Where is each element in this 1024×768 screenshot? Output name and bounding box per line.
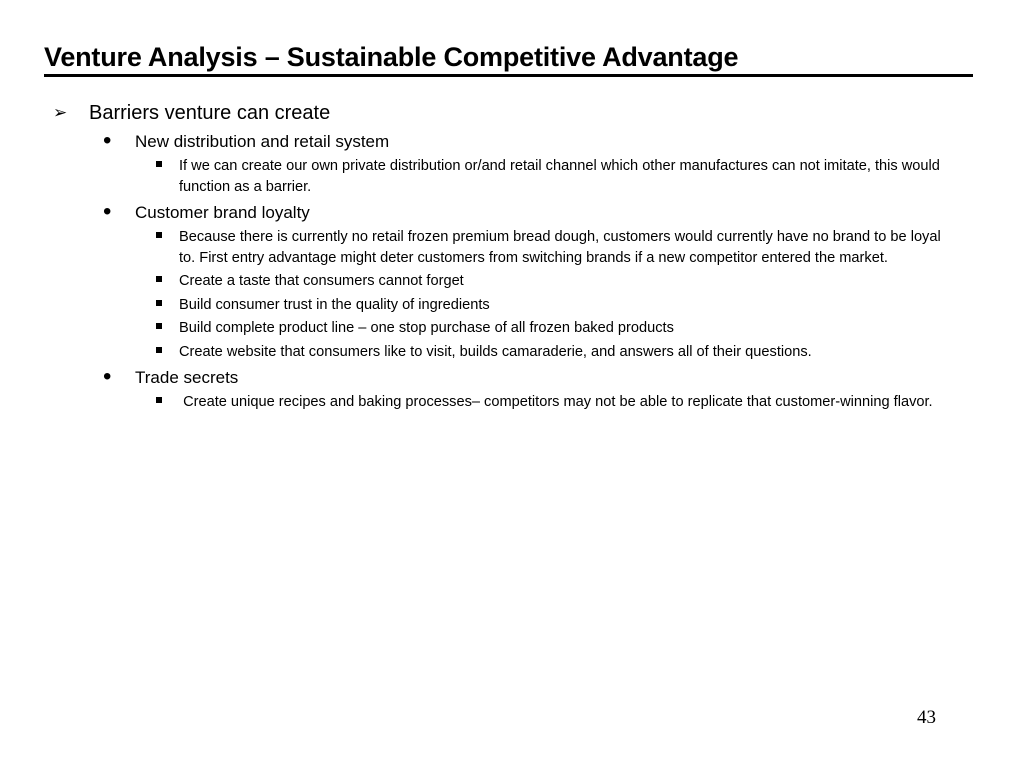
square-bullet-icon [156,347,162,353]
bullet-level-2 [0,127,1024,154]
bullet-level-3 [0,342,1024,363]
slide-body [0,98,1024,413]
dot-bullet-icon: • [103,127,112,154]
bullet-text: Because there is currently no retail frozen premium bread dough, customers would currently have no brand to be loyal to. First entry advantage might deter customers from switching brands if a new competitor entered the market. [179,229,941,266]
page-number: 43 [917,707,936,728]
bullet-text: Create unique recipes and baking processes– competitors may not be able to replicate that customer-winning flavor. [179,394,933,410]
bullet-heading: Customer brand loyalty [135,203,310,222]
square-bullet-icon [156,232,162,238]
square-bullet-icon [156,323,162,329]
square-bullet-icon [156,300,162,306]
bullet-text: Barriers venture can create [89,102,331,124]
bullet-level-3 [0,318,1024,339]
slide-title: Venture Analysis – Sustainable Competitive Advantage [44,42,739,72]
bullet-level-3 [0,156,1024,197]
bullet-text: Create website that consumers like to visit, builds camaraderie, and answers all of their questions. [179,343,812,360]
bullet-heading: Trade secrets [135,368,239,387]
bullet-level-1 [0,98,1024,128]
arrow-bullet-icon: ➢ [53,103,68,122]
title-underline [44,74,973,77]
bullet-text: Build consumer trust in the quality of ingredients [179,296,490,313]
bullet-text: Build complete product line – one stop purchase of all frozen baked products [179,320,674,336]
dot-bullet-icon: • [103,363,112,390]
bullet-text: Create a taste that consumers cannot forget [179,273,464,289]
dot-bullet-icon: • [103,198,112,225]
bullet-text: If we can create our own private distribution or/and retail channel which other manufactures can not imitate, this would function as a barrier. [179,158,940,195]
bullet-level-3 [0,392,1024,413]
bullet-level-2 [0,198,1024,225]
square-bullet-icon [156,161,162,167]
bullet-level-2 [0,363,1024,390]
bullet-level-3 [0,227,1024,268]
bullet-level-3 [0,295,1024,316]
bullet-heading: New distribution and retail system [135,132,390,151]
square-bullet-icon [156,276,162,282]
square-bullet-icon [156,397,162,403]
bullet-level-3 [0,271,1024,292]
